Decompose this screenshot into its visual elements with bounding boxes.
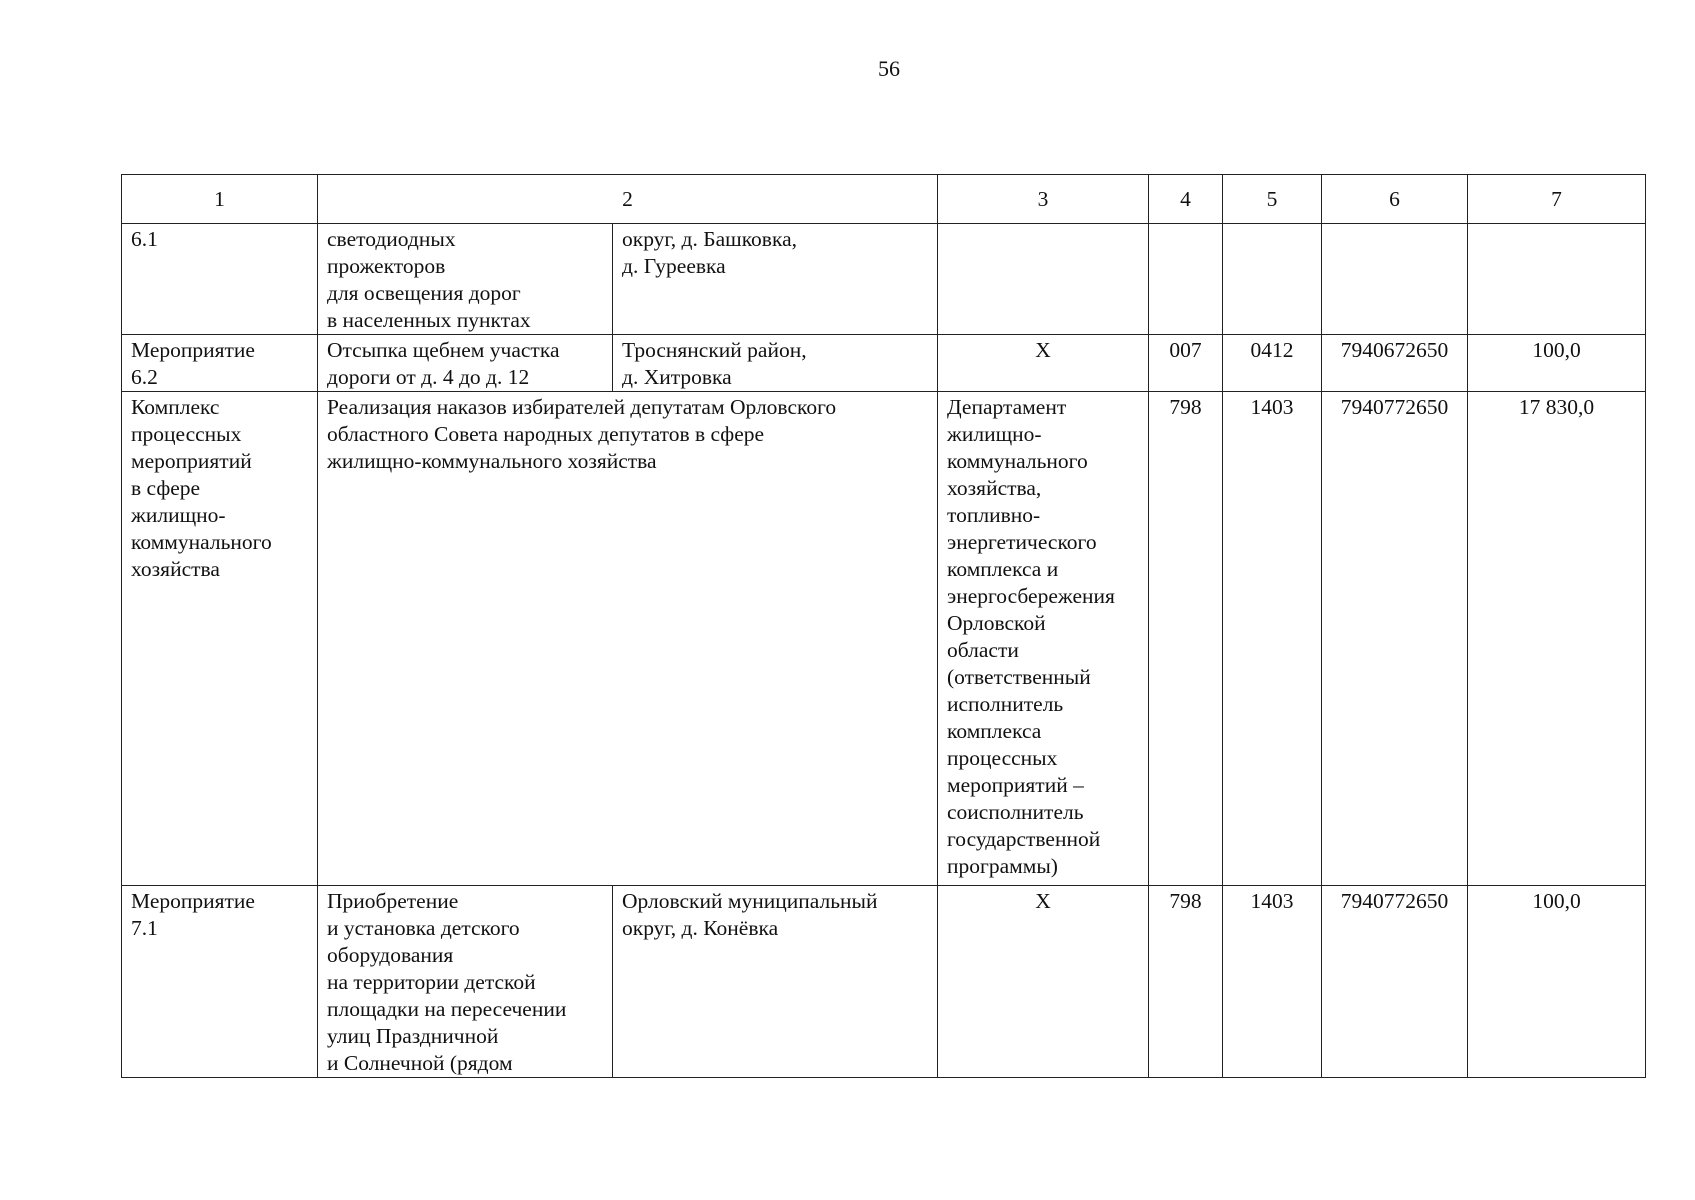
executor-cell: Департамент жилищно- коммунального хозяйства, топливно- энергетического комплекса и энергосбережения Орловской области (ответственный исполнитель комплекса процессных мероприятий – соисполнитель государственной программы) [938, 392, 1149, 886]
table-row [122, 392, 1646, 886]
amount-cell: 100,0 [1468, 886, 1646, 1078]
event-number-cell: 6.1 [122, 224, 318, 335]
section-cell: 1403 [1223, 886, 1322, 1078]
header-cell: 3 [938, 175, 1149, 224]
event-location-cell: Троснянский район, д. Хитровка [613, 335, 938, 392]
code-cell: 798 [1149, 886, 1223, 1078]
code-cell: 798 [1149, 392, 1223, 886]
table-row [122, 335, 1646, 392]
executor-cell: Х [938, 886, 1149, 1078]
header-cell: 6 [1322, 175, 1468, 224]
header-cell: 7 [1468, 175, 1646, 224]
code-cell: 007 [1149, 335, 1223, 392]
budget-table [121, 174, 1646, 1078]
section-cell: 0412 [1223, 335, 1322, 392]
event-number-cell: Комплекс процессных мероприятий в сфере жилищно- коммунального хозяйства [122, 392, 318, 886]
amount-cell: 100,0 [1468, 335, 1646, 392]
table-row [122, 224, 1646, 335]
event-name-cell: Отсыпка щебнем участка дороги от д. 4 до д. 12 [318, 335, 613, 392]
event-name-cell: Приобретение и установка детского оборудования на территории детской площадки на пересечении улиц Праздничной и Солнечной (рядом [318, 886, 613, 1078]
header-cell: 1 [122, 175, 318, 224]
header-cell: 5 [1223, 175, 1322, 224]
event-location-cell: Орловский муниципальный округ, д. Конёвка [613, 886, 938, 1078]
page-number: 56 [878, 56, 900, 81]
header-cell: 4 [1149, 175, 1223, 224]
event-number-cell: Мероприятие 7.1 [122, 886, 318, 1078]
event-name-cell: Реализация наказов избирателей депутатам Орловского областного Совета народных депутатов в сфере жилищно-коммунального хозяйства [318, 392, 938, 886]
section-cell [1223, 224, 1322, 335]
target-article-cell: 7940772650 [1322, 886, 1468, 1078]
executor-cell [938, 224, 1149, 335]
code-cell [1149, 224, 1223, 335]
table-header-row [122, 175, 1646, 224]
target-article-cell: 7940772650 [1322, 392, 1468, 886]
amount-cell [1468, 224, 1646, 335]
target-article-cell: 7940672650 [1322, 335, 1468, 392]
section-cell: 1403 [1223, 392, 1322, 886]
event-location-cell: округ, д. Башковка, д. Гуреевка [613, 224, 938, 335]
executor-cell: Х [938, 335, 1149, 392]
table-row [122, 886, 1646, 1078]
event-name-cell: светодиодных прожекторов для освещения дорог в населенных пунктах [318, 224, 613, 335]
amount-cell: 17 830,0 [1468, 392, 1646, 886]
event-number-cell: Мероприятие 6.2 [122, 335, 318, 392]
header-cell: 2 [318, 175, 938, 224]
target-article-cell [1322, 224, 1468, 335]
